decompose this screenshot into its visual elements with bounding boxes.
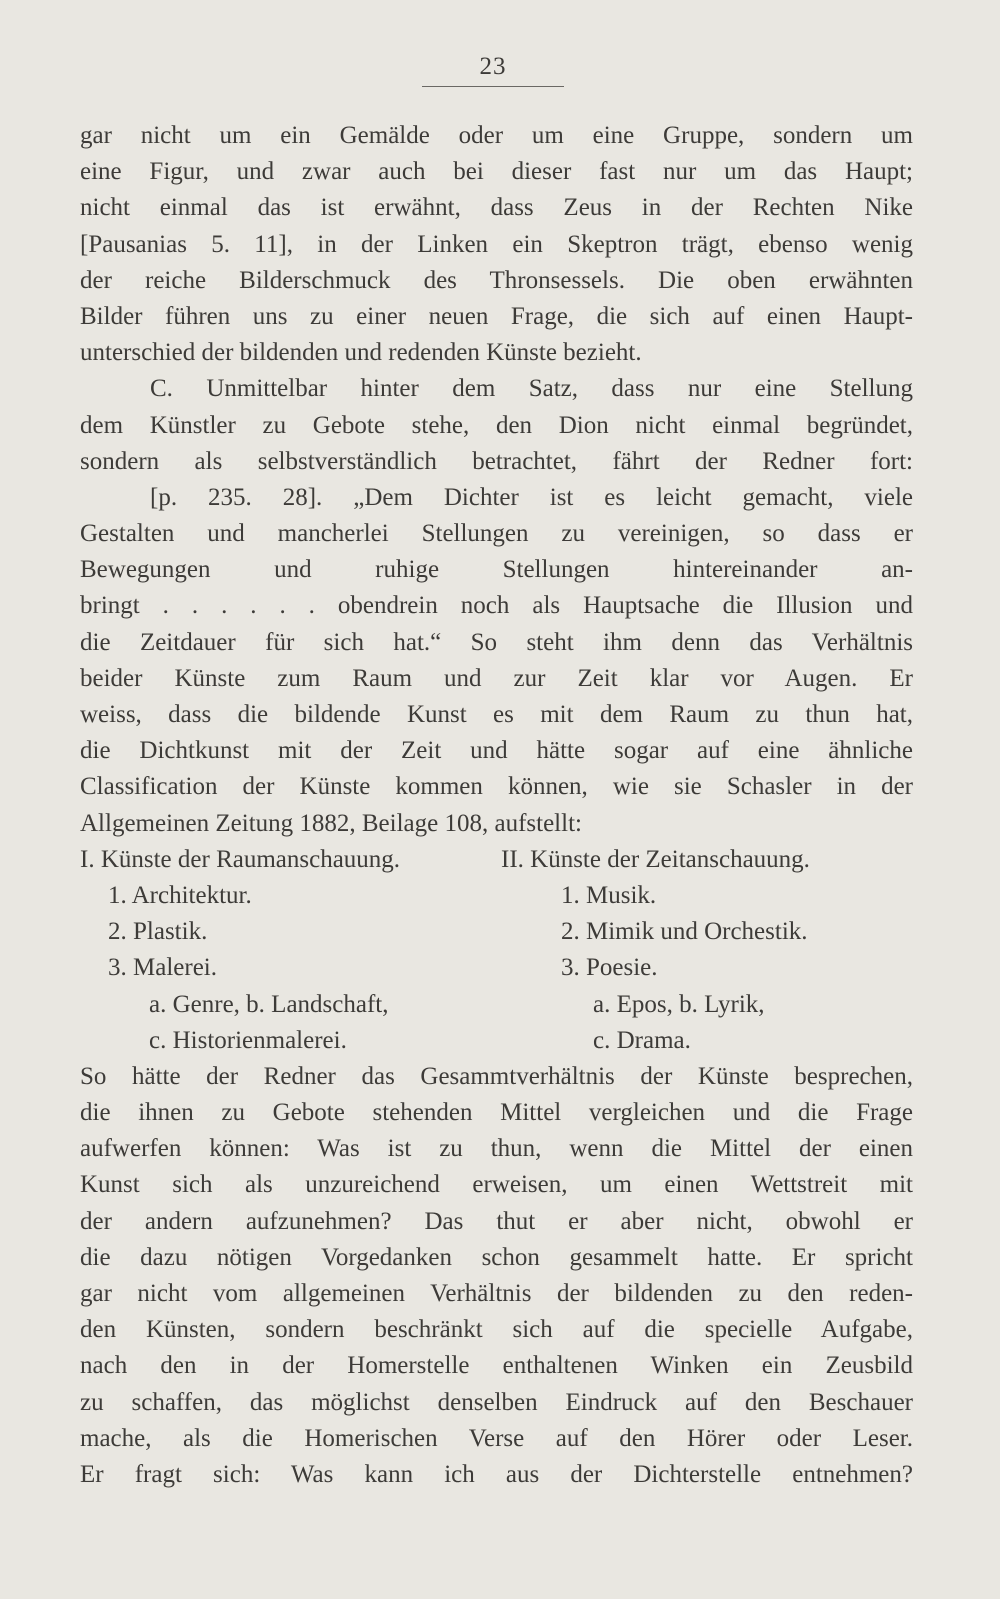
text-line: die dazu nötigen Vorgedanken schon gesammelt hatte. Er spricht: [80, 1243, 913, 1271]
text-line: die ihnen zu Gebote stehenden Mittel vergleichen und die Frage: [80, 1099, 913, 1127]
text-line: [p. 235. 28]. „Dem Dichter ist es leicht gemacht, viele: [150, 483, 913, 511]
text-line: weiss, dass die bildende Kunst es mit dem Raum zu thun hat,: [80, 701, 913, 728]
text-line: bringt . . . . . . obendrein noch als Hauptsache die Illusion und: [80, 592, 913, 620]
classification-heading-row: [80, 842, 913, 878]
paragraph: [80, 118, 913, 371]
text-line: Bewegungen und ruhige Stellungen hintereinander an-: [80, 556, 913, 584]
classification-row: [80, 1023, 913, 1059]
text-line: Kunst sich als unzureichend erweisen, um einen Wettstreit mit: [80, 1171, 913, 1199]
classification-row: [80, 987, 913, 1023]
text-line: C. Unmittelbar hinter dem Satz, dass nur eine Stellung: [150, 375, 913, 403]
text-line: [Pausanias 5. 11], in der Linken ein Skeptron trägt, ebenso wenig: [80, 230, 913, 258]
paragraph: [80, 371, 913, 480]
text-line: dem Künstler zu Gebote stehe, den Dion nicht einmal begründet,: [80, 411, 913, 439]
text-line: der andern aufzunehmen? Das thut er aber nicht, obwohl er: [80, 1207, 913, 1235]
text-line: den Künsten, sondern beschränkt sich auf die specielle Aufgabe,: [80, 1316, 913, 1344]
text-line: mache, als die Homerischen Verse auf den Hörer oder Leser.: [80, 1424, 913, 1452]
text-line: gar nicht vom allgemeinen Verhältnis der bildenden zu den reden-: [80, 1280, 913, 1307]
text-line: Er fragt sich: Was kann ich aus der Dichterstelle entnehmen?: [80, 1460, 913, 1488]
text-line: unterschied der bildenden und redenden Künste bezieht.: [80, 339, 642, 367]
body-text: [80, 118, 913, 1493]
classification-cell-right: 1. Musik.: [561, 881, 657, 909]
text-line: So hätte der Redner das Gesammtverhältnis der Künste besprechen,: [80, 1062, 913, 1090]
text-line: nicht einmal das ist erwähnt, dass Zeus in der Rechten Nike: [80, 194, 913, 222]
classification-cell-right: 2. Mimik und Orchestik.: [561, 918, 808, 946]
classification-heading-right: II. Künste der Zeitanschauung.: [501, 845, 810, 873]
text-line: zu schaffen, das möglichst denselben Eindruck auf den Beschauer: [80, 1388, 913, 1416]
classification-cell-left: 3. Malerei.: [108, 954, 217, 982]
text-line: die Zeitdauer für sich hat.“ So steht ihm denn das Verhältnis: [80, 628, 913, 656]
text-line: gar nicht um ein Gemälde oder um eine Gruppe, sondern um: [80, 122, 913, 149]
text-line: Classification der Künste kommen können, wie sie Schasler in der: [80, 773, 913, 801]
classification-row: [80, 950, 913, 986]
classification-heading-left: I. Künste der Raumanschauung.: [80, 845, 401, 873]
text-line: beider Künste zum Raum und zur Zeit klar vor Augen. Er: [80, 664, 913, 692]
classification-row: [80, 878, 913, 914]
classification-cell-left: a. Genre, b. Landschaft,: [149, 990, 389, 1018]
paragraph: [80, 1059, 913, 1493]
text-line: eine Figur, und zwar auch bei dieser fast nur um das Haupt;: [80, 158, 913, 186]
paragraph: [80, 480, 913, 842]
classification-table: [80, 842, 913, 1059]
text-line: der reiche Bilderschmuck des Thronsessels. Die oben erwähnten: [80, 266, 913, 294]
text-line: Bilder führen uns zu einer neuen Frage, die sich auf einen Haupt-: [80, 302, 913, 330]
classification-cell-right: 3. Poesie.: [561, 954, 658, 982]
classification-cell-right: a. Epos, b. Lyrik,: [593, 990, 765, 1018]
classification-row: [80, 914, 913, 950]
text-line: aufwerfen können: Was ist zu thun, wenn die Mittel der einen: [80, 1135, 913, 1163]
classification-cell-right: c. Drama.: [593, 1026, 691, 1054]
text-line: Gestalten und mancherlei Stellungen zu vereinigen, so dass er: [80, 520, 913, 548]
classification-cell-left: c. Historienmalerei.: [149, 1026, 347, 1054]
text-line: die Dichtkunst mit der Zeit und hätte sogar auf eine ähnliche: [80, 737, 913, 765]
text-line: sondern als selbstverständlich betrachtet, fährt der Redner fort:: [80, 447, 913, 475]
classification-cell-left: 2. Plastik.: [108, 918, 208, 946]
header-rule: [422, 86, 564, 87]
text-line: Allgemeinen Zeitung 1882, Beilage 108, aufstellt:: [80, 809, 582, 837]
text-line: nach den in der Homerstelle enthaltenen Winken ein Zeusbild: [80, 1352, 913, 1380]
page-number: 23: [479, 53, 507, 80]
classification-cell-left: 1. Architektur.: [108, 881, 252, 909]
